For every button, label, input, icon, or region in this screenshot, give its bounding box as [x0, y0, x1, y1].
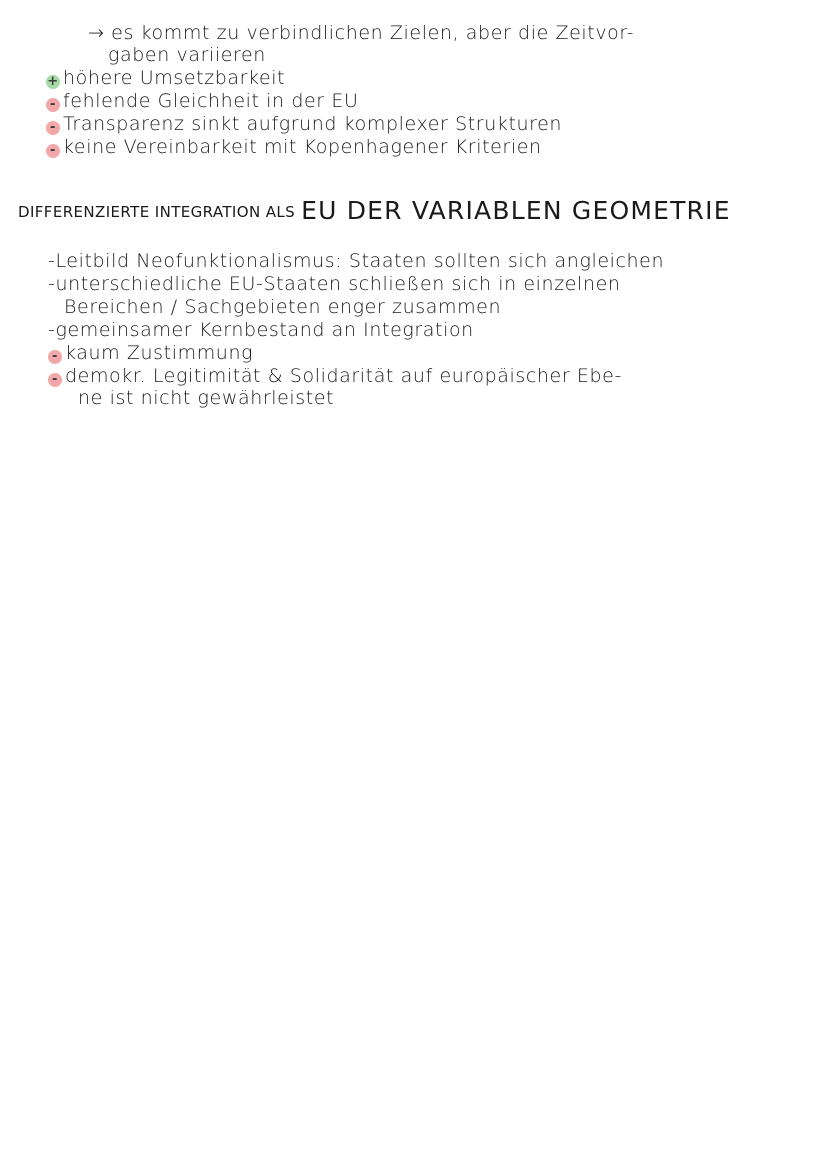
pro-item-text: höhere Umsetzbarkeit	[63, 67, 286, 89]
pro-item	[46, 67, 285, 89]
arrow-line	[88, 22, 634, 44]
section-heading	[18, 196, 731, 225]
con-item-text: kaum Zustimmung	[65, 342, 254, 364]
con-item-text: fehlende Gleichheit in der EU	[63, 90, 359, 112]
heading-big: EU DER VARIABLEN GEOMETRIE	[301, 196, 731, 225]
note-text-continued: gaben variieren	[108, 44, 266, 66]
note-line: -gemeinsamer Kernbestand an Integration	[48, 319, 474, 341]
heading-small: DIFFERENZIERTE INTEGRATION ALS	[18, 203, 296, 221]
minus-icon: -	[46, 121, 60, 135]
minus-icon: -	[46, 144, 60, 158]
con-item-text: Transparenz sinkt aufgrund komplexer Strukturen	[63, 113, 563, 135]
con-item	[48, 365, 622, 387]
con-item-text: demokr. Legitimität & Solidarität auf europäischer Ebe-	[65, 365, 622, 387]
con-item	[46, 90, 358, 112]
arrow-icon: →	[88, 22, 105, 44]
note-text: es kommt zu verbindlichen Zielen, aber die Zeitvor-	[111, 22, 635, 44]
minus-icon: -	[46, 98, 60, 112]
con-item	[46, 113, 562, 135]
minus-icon: -	[48, 373, 62, 387]
note-line: -Leitbild Neofunktionalismus: Staaten sollten sich angleichen	[48, 250, 665, 272]
con-item	[46, 136, 542, 158]
note-line-continued: Bereichen / Sachgebieten enger zusammen	[64, 296, 502, 318]
con-item	[48, 342, 253, 364]
minus-icon: -	[48, 350, 62, 364]
plus-icon: +	[47, 74, 59, 89]
con-item-text: keine Vereinbarkeit mit Kopenhagener Kriterien	[63, 136, 542, 158]
note-line: -unterschiedliche EU-Staaten schließen sich in einzelnen	[48, 273, 621, 295]
con-item-continued: ne ist nicht gewährleistet	[78, 387, 335, 409]
